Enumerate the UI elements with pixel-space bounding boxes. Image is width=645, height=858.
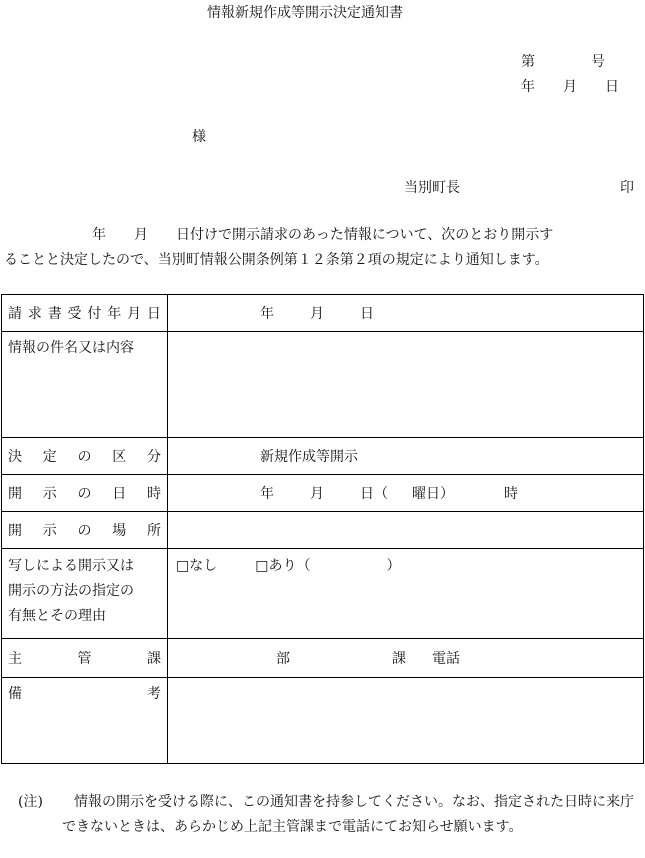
disclosure-datetime-value — [168, 475, 644, 512]
table-row — [2, 639, 644, 678]
disclosure-year: 年 — [260, 486, 274, 502]
issuer-name: 当別町長 — [404, 180, 460, 196]
remarks-label — [2, 678, 168, 764]
option-yes-paren-close: ） — [386, 558, 401, 574]
table-row — [2, 549, 644, 639]
department-bu: 部 — [276, 651, 290, 667]
received-date-label-text: 請 求 書 受 付 年 月 日 — [8, 306, 161, 322]
decision-type-label — [2, 438, 168, 475]
copy-method-label-line1: 写しによる開示又は — [8, 558, 134, 574]
subject-label-text: 情報の件名又は内容 — [8, 340, 134, 356]
copy-method-value — [168, 549, 644, 639]
issue-date: 年 月 日 — [521, 79, 619, 95]
table-row — [2, 678, 644, 764]
body-text-line2: ることと決定したので、当別町情報公開条例第１２条第２項の規定により通知します。 — [4, 252, 549, 268]
decision-type-value — [168, 438, 644, 475]
disclosure-hour: 時 — [504, 486, 518, 502]
decision-form-table — [1, 294, 644, 764]
note-label: (注) — [18, 794, 43, 810]
department-tel: 電話 — [432, 651, 460, 667]
disclosure-datetime-label — [2, 475, 168, 512]
subject-value[interactable] — [168, 332, 644, 438]
department-value — [168, 639, 644, 678]
note-text: 情報の開示を受ける際に、この通知書を持参してください。なお、指定された日時に来庁できないときは、あらかじめ上記主管課まで電話にてお知らせ願います。 — [62, 794, 634, 835]
decision-type-text: 新規作成等開示 — [260, 449, 358, 465]
received-month: 月 — [310, 306, 324, 322]
table-row — [2, 475, 644, 512]
seal-mark: 印 — [620, 180, 634, 196]
disclosure-day: 日（ — [360, 486, 388, 502]
document-title: 情報新規作成等開示決定通知書 — [207, 5, 403, 21]
received-date-value — [168, 295, 644, 332]
table-row — [2, 438, 644, 475]
disclosure-place-label — [2, 512, 168, 549]
disclosure-place-value[interactable] — [168, 512, 644, 549]
table-row — [2, 332, 644, 438]
received-date-label — [2, 295, 168, 332]
note — [18, 790, 638, 840]
disclosure-place-label-text: 開 示 の 場 所 — [8, 523, 161, 539]
received-day: 日 — [360, 306, 374, 322]
addressee-suffix: 様 — [192, 129, 206, 145]
department-ka: 課 — [392, 651, 406, 667]
option-none-checkbox[interactable]: □なし — [176, 558, 218, 574]
remarks-value[interactable] — [168, 678, 644, 764]
subject-label — [2, 332, 168, 438]
table-row — [2, 295, 644, 332]
table-row — [2, 512, 644, 549]
copy-method-label-line3: 有無とその理由 — [8, 608, 106, 624]
disclosure-weekday: 曜日） — [412, 486, 454, 502]
copy-method-label — [2, 549, 168, 639]
department-label — [2, 639, 168, 678]
department-label-text: 主 管 課 — [8, 651, 161, 667]
document-number: 第 号 — [521, 54, 605, 70]
disclosure-datetime-label-text: 開 示 の 日 時 — [8, 486, 161, 502]
body-text-line1: 年 月 日付けで開示請求のあった情報について、次のとおり開示す — [92, 227, 554, 243]
decision-type-label-text: 決 定 の 区 分 — [8, 449, 161, 465]
remarks-label-text: 備 考 — [8, 686, 161, 702]
disclosure-month: 月 — [310, 486, 324, 502]
option-yes-checkbox[interactable]: □あり（ — [255, 558, 311, 574]
copy-method-label-line2: 開示の方法の指定の — [8, 583, 134, 599]
received-year: 年 — [260, 306, 274, 322]
